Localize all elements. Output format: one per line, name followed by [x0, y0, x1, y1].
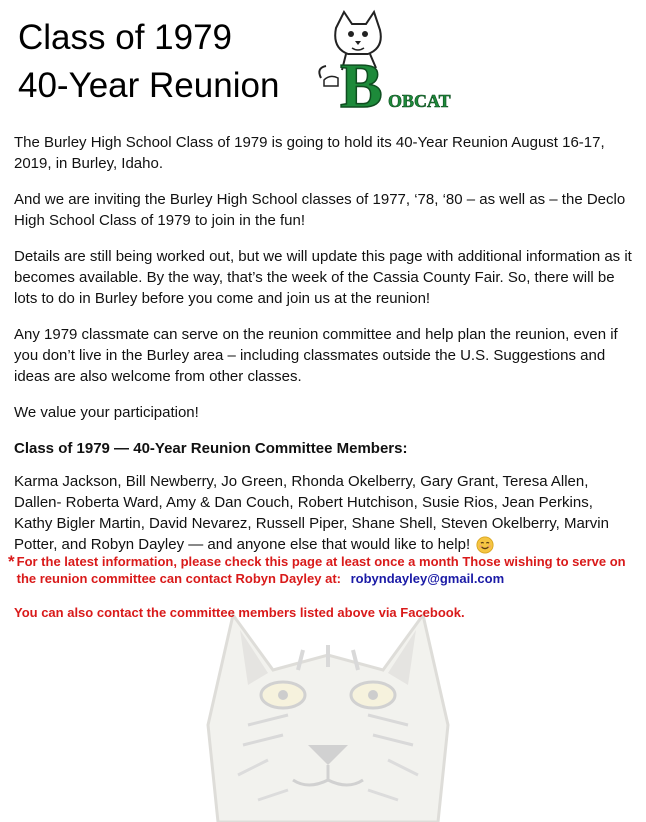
invitation-paragraph: And we are inviting the Burley High School classes of 1977, ‘78, ‘80 – as well as – the Declo High School Class of 1979 to join in the fun! [14, 191, 626, 229]
participation-paragraph: We value your participation! [14, 404, 199, 421]
committee-invite-paragraph: Any 1979 classmate can serve on the reunion committee and help plan the reunion, even if you don’t live in the Burley area – including classmates outside the U.S. Suggestions and ideas are also welcome from other classes. [14, 326, 618, 385]
latest-info-text: For the latest information, please check this page at least once a month Those wishing to serve on the reunion committee can contact Robyn Dayley at: [16, 554, 626, 586]
contact-email-link[interactable]: robyndayley@gmail.com [350, 571, 505, 586]
facebook-contact-note: You can also contact the committee members listed above via Facebook. [14, 605, 465, 620]
asterisk-icon: * [8, 552, 15, 571]
latest-info-notice [8, 553, 638, 587]
notice-text-block [15, 553, 638, 587]
page-title [18, 14, 279, 110]
logo-letter-b: B [340, 50, 383, 110]
smiley-face-icon [476, 536, 494, 554]
committee-heading: Class of 1979 — 40-Year Reunion Committee Members: [14, 440, 408, 457]
logo-word: OBCAT [388, 91, 451, 110]
title-line-2: 40-Year Reunion [18, 66, 280, 105]
intro-paragraph: The Burley High School Class of 1979 is going to hold its 40-Year Reunion August 16-17, 2019, in Burley, Idaho. [14, 134, 605, 172]
title-line-1: Class of 1979 [18, 18, 233, 57]
notice-section [8, 553, 638, 621]
committee-members-list: Karma Jackson, Bill Newberry, Jo Green, Rhonda Okelberry, Gary Grant, Teresa Allen, Dallen- Roberta Ward, Amy & Dan Couch, Robert Hutchison, Susie Rios, Jean Perkins, Kathy Bigler Martin, David Nevarez, Russell Piper, Shane Shell, Steven Okelberry, Marvin Potter, and Robyn Dayley — and anyone else that would like to help! [14, 473, 609, 553]
bobcat-logo [316, 8, 476, 110]
details-paragraph: Details are still being worked out, but we will update this page with additional information as it becomes available. By the way, that’s the week of the Cassia County Fair. So, there will be lots to do in Burley before you come and join us at the reunion! [14, 248, 632, 307]
main-content [14, 132, 634, 570]
committee-members-paragraph [14, 471, 634, 555]
